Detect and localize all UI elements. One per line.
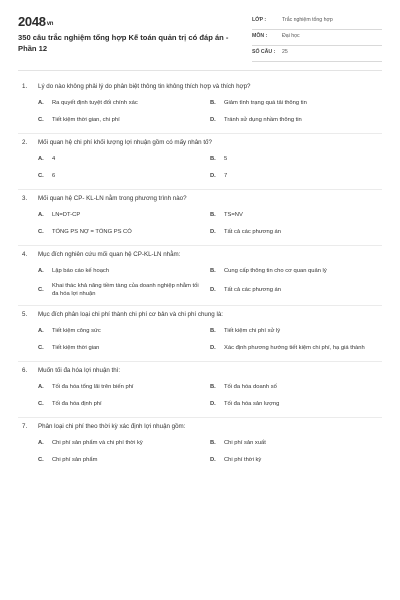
answer-options [38,97,382,126]
option-letter: A. [38,156,44,162]
answer-option[interactable] [210,265,382,277]
answer-options [38,325,382,354]
question-item [0,362,400,410]
option-text: TS=NV [224,212,243,218]
meta-row-class [252,14,382,30]
answer-option[interactable] [210,325,382,337]
option-letter: B. [210,212,216,218]
document-header [0,0,400,66]
option-text: TỔNG PS NỢ = TỔNG PS CÓ [52,229,132,235]
option-letter: D. [210,457,216,463]
question-stem [22,250,382,259]
option-text: Ra quyết định tuyệt đối chính xác [52,100,138,106]
question-stem [22,82,382,91]
question-number: 7. [22,423,28,430]
option-letter: B. [210,100,216,106]
question-text: Phân loại chi phí theo thời kỳ xác định lợi nhuận gồm: [38,423,186,430]
answer-option[interactable] [210,226,382,238]
option-letter: C. [38,287,44,293]
answer-option[interactable] [210,97,382,109]
option-letter: D. [210,287,216,293]
answer-options [38,437,382,466]
answer-option[interactable] [210,114,382,126]
question-number: 2. [22,139,28,146]
option-text: Tiết kiệm thời gian [52,345,100,351]
question-text: Mục đích nghiên cứu mối quan hệ CP-KL-LN nhằm: [38,251,181,258]
question-list [0,78,400,466]
option-text: 6 [52,173,56,179]
header-divider [18,70,382,71]
question-item [0,190,400,238]
option-letter: C. [38,401,44,407]
option-letter: B. [210,384,216,390]
answer-option[interactable] [38,325,210,337]
option-text: LN=DT-CP [52,212,81,218]
answer-option[interactable] [210,282,382,298]
option-text: Cung cấp thông tin cho cơ quan quản lý [224,268,327,274]
logo-text: 2048 [18,14,46,29]
answer-option[interactable] [38,114,210,126]
answer-option[interactable] [38,381,210,393]
option-text: Chi phí sản xuất [224,440,266,446]
meta-value: 25 [282,49,288,55]
option-text: 4 [52,156,56,162]
logo-suffix: vn [46,21,54,27]
answer-option[interactable] [210,342,382,354]
option-text: Tránh sử dụng nhầm thông tin [224,117,302,123]
option-letter: C. [38,345,44,351]
option-letter: B. [210,328,216,334]
question-number: 5. [22,311,28,318]
option-text: Khai thác khả năng tiềm tàng của doanh nghiệp nhằm tối đa hóa lợi nhuận [52,283,199,297]
question-stem [22,366,382,375]
question-stem [22,422,382,431]
answer-option[interactable] [210,381,382,393]
option-letter: C. [38,173,44,179]
answer-option[interactable] [38,97,210,109]
answer-option[interactable] [38,265,210,277]
meta-value: Trắc nghiệm tổng hợp [282,17,333,23]
answer-option[interactable] [210,153,382,165]
question-text: Mục đích phân loại chi phí thành chi phí cơ bản và chi phí chung là: [38,311,223,318]
answer-option[interactable] [210,454,382,466]
option-letter: A. [38,384,44,390]
option-text: Xác định phương hướng tiết kiệm chi phí, hạ giá thành [224,345,365,351]
question-text: Mối quan hệ chi phí khối lượng lợi nhuận gồm có mấy nhân tố? [38,139,212,146]
option-letter: C. [38,457,44,463]
answer-option[interactable] [38,342,210,354]
option-letter: B. [210,440,216,446]
option-text: Chi phí sản phẩm và chi phí thời kỳ [52,440,143,446]
option-letter: D. [210,117,216,123]
answer-option[interactable] [210,209,382,221]
question-text: Lý do nào không phải lý do phân biệt thông tin không thích hợp và thích hợp? [38,83,251,90]
answer-option[interactable] [38,282,210,298]
meta-label: LỚP : [252,17,267,23]
answer-option[interactable] [210,170,382,182]
answer-option[interactable] [210,437,382,449]
answer-options [38,209,382,238]
option-text: Tiết kiệm chi phí xử lý [224,328,281,334]
option-letter: C. [38,229,44,235]
option-text: Chi phí sản phẩm [52,457,98,463]
option-letter: A. [38,268,44,274]
question-item [0,246,400,298]
option-text: Tiết kiệm thời gian, chi phí [52,117,120,123]
question-number: 1. [22,83,28,90]
option-letter: D. [210,345,216,351]
option-letter: A. [38,212,44,218]
option-text: Lập báo cáo kế hoạch [52,268,110,274]
question-number: 4. [22,251,28,258]
option-text: Chi phí thời kỳ [224,457,262,463]
meta-row-subject [252,30,382,46]
question-stem [22,138,382,147]
question-stem [22,194,382,203]
answer-option[interactable] [38,153,210,165]
question-text: Mối quan hệ CP- KL-LN nằm trong phương trình nào? [38,195,187,202]
option-text: Tối đa hóa sản lượng [224,401,280,407]
option-letter: A. [38,328,44,334]
answer-option[interactable] [210,398,382,410]
meta-row-count [252,46,382,62]
question-item [0,418,400,466]
question-item [0,78,400,126]
option-text: Tất cả các phương án [224,229,281,235]
option-text: Tối đa hóa doanh số [224,384,277,390]
option-text: Tiết kiệm công sức [52,328,101,334]
meta-value: Đại học [282,33,300,39]
question-item [0,134,400,182]
option-letter: B. [210,268,216,274]
answer-option[interactable] [38,454,210,466]
answer-option[interactable] [38,437,210,449]
option-text: 5 [224,156,228,162]
answer-options [38,381,382,410]
question-text: Muốn tối đa hóa lợi nhuận thì: [38,367,121,374]
meta-panel [252,14,382,62]
option-text: 7 [224,173,228,179]
question-number: 3. [22,195,28,202]
option-letter: C. [38,117,44,123]
option-letter: A. [38,100,44,106]
option-text: Tối đa hóa định phí [52,401,102,407]
question-item [0,306,400,354]
option-letter: D. [210,173,216,179]
answer-option[interactable] [38,226,210,238]
option-text: Giảm tình trạng quá tải thông tin [224,100,307,106]
answer-options [38,153,382,182]
question-number: 6. [22,367,28,374]
option-letter: B. [210,156,216,162]
meta-label: SỐ CÂU : [252,49,276,55]
question-stem [22,310,382,319]
answer-option[interactable] [38,209,210,221]
option-text: Tối đa hóa tổng lãi trên biến phí [52,384,134,390]
option-letter: A. [38,440,44,446]
option-letter: D. [210,401,216,407]
answer-options [38,265,382,298]
meta-label: MÔN : [252,33,268,39]
document-title: 350 câu trắc nghiệm tổng hợp Kế toán quản trị có đáp án - Phần 12 [18,33,229,53]
answer-option[interactable] [38,170,210,182]
option-letter: D. [210,229,216,235]
answer-option[interactable] [38,398,210,410]
option-text: Tất cả các phương án [224,287,281,293]
site-logo[interactable] [18,14,53,29]
